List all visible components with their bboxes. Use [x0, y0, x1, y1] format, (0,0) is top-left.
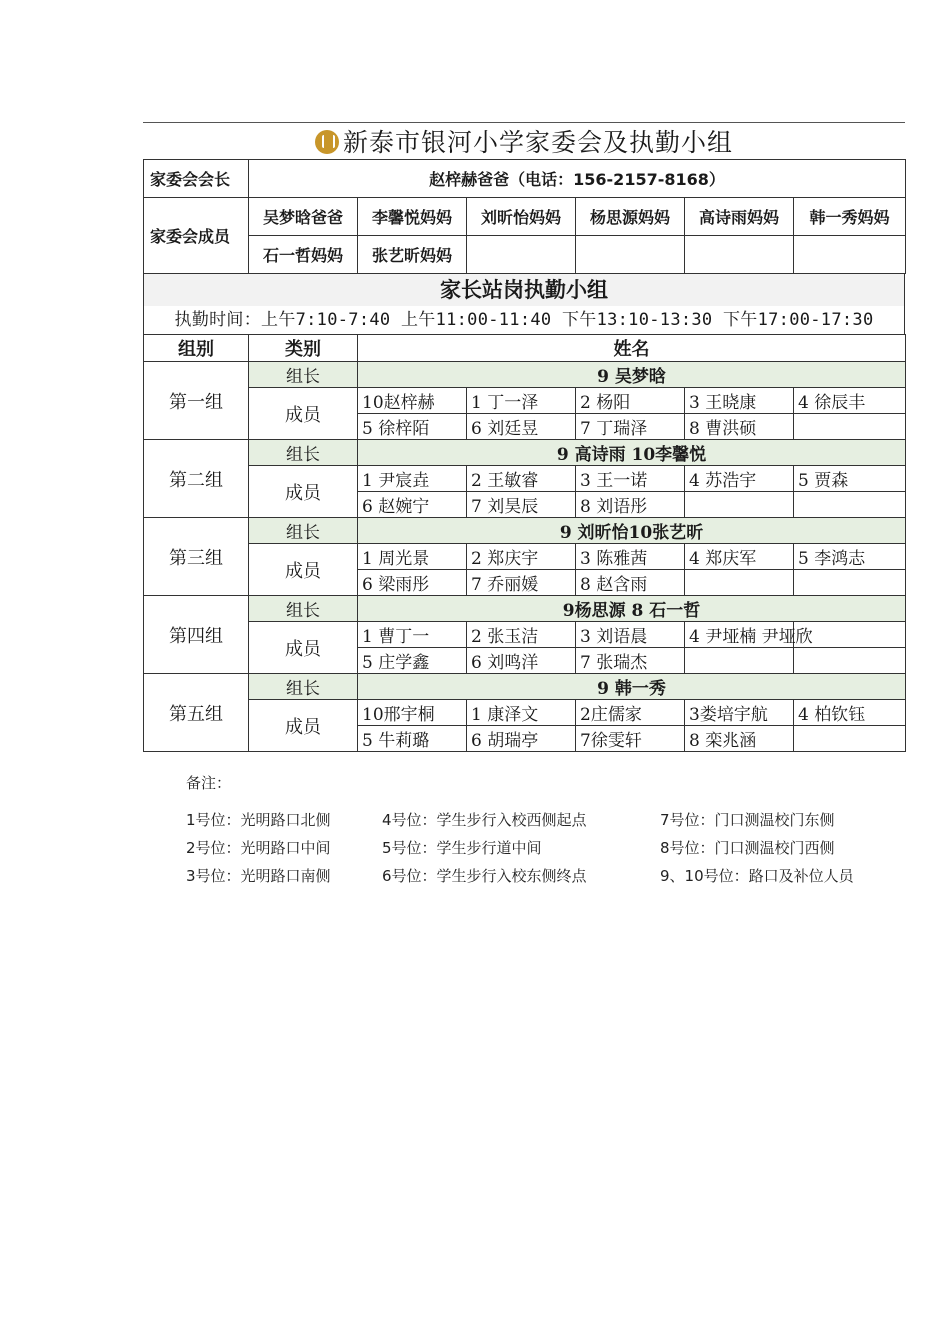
leader-label: 组长 [249, 518, 358, 544]
group-member [794, 492, 906, 518]
note-item: 5号位：学生步行道中间 [382, 839, 542, 857]
notes [186, 772, 880, 886]
note-item: 8号位：门口测温校门西侧 [660, 839, 835, 857]
note-item: 3号位：光明路口南侧 [186, 867, 331, 885]
group-member: 8 曹洪硕 [685, 414, 794, 440]
committee-member: 刘昕怡妈妈 [467, 198, 576, 236]
group-member: 8 赵含雨 [576, 570, 685, 596]
members-label: 家委会成员 [144, 198, 249, 274]
group-member: 5 庄学鑫 [358, 648, 467, 674]
committee-member: 高诗雨妈妈 [685, 198, 794, 236]
group-member: 6 刘廷昱 [467, 414, 576, 440]
group-name: 第五组 [144, 674, 249, 752]
note-item: 1号位：光明路口北侧 [186, 811, 331, 829]
group-member: 3 刘语晨 [576, 622, 685, 648]
group-member: 7 刘昊辰 [467, 492, 576, 518]
member-label: 成员 [249, 544, 358, 596]
group-member: 2庄儒家 [576, 700, 685, 726]
member-label: 成员 [249, 466, 358, 518]
group-member: 1 丁一泽 [467, 388, 576, 414]
group-member: 1 周光景 [358, 544, 467, 570]
group-name: 第一组 [144, 362, 249, 440]
committee-member: 张艺昕妈妈 [358, 236, 467, 274]
group-name: 第三组 [144, 518, 249, 596]
group-member: 10赵梓赫 [358, 388, 467, 414]
group-member: 3娄培宇航 [685, 700, 794, 726]
group-leader: 9杨思源 8 石一哲 [358, 596, 906, 622]
group-leader: 9 韩一秀 [358, 674, 906, 700]
committee-member [794, 236, 906, 274]
president-value: 赵梓赫爸爸（电话：156-2157-8168） [249, 160, 906, 198]
leader-label: 组长 [249, 440, 358, 466]
note-item: 7号位：门口测温校门东侧 [660, 811, 835, 829]
committee-member [467, 236, 576, 274]
group-member: 8 刘语彤 [576, 492, 685, 518]
group-member: 5 贾森 [794, 466, 906, 492]
duty-time: 执勤时间：上午7:10-7:40 上午11:00-11:40 下午13:10-13:30 下午17:00-17:30 [143, 306, 905, 334]
leader-label: 组长 [249, 362, 358, 388]
group-member: 10邢宇桐 [358, 700, 467, 726]
group-member: 1 尹宸垚 [358, 466, 467, 492]
group-member: 2 郑庆宇 [467, 544, 576, 570]
leader-label: 组长 [249, 596, 358, 622]
duty-table [143, 334, 906, 752]
president-label: 家委会会长 [144, 160, 249, 198]
group-member: 4 尹垭楠 尹垭欣 [685, 622, 794, 648]
group-member: 7 张瑞杰 [576, 648, 685, 674]
header-group: 组别 [144, 335, 249, 362]
leader-label: 组长 [249, 674, 358, 700]
group-member [685, 492, 794, 518]
group-member: 5 牛莉璐 [358, 726, 467, 752]
note-item: 2号位：光明路口中间 [186, 839, 331, 857]
committee-table [143, 159, 906, 274]
committee-member [685, 236, 794, 274]
header-names: 姓名 [358, 335, 906, 362]
notes-grid [186, 809, 880, 886]
group-member [685, 648, 794, 674]
group-member: 4 柏钦钰 [794, 700, 906, 726]
roster-sheet [143, 122, 905, 752]
group-member: 6 梁雨彤 [358, 570, 467, 596]
committee-member: 韩一秀妈妈 [794, 198, 906, 236]
duty-section-title: 家长站岗执勤小组 [143, 274, 905, 306]
group-member: 6 刘鸣洋 [467, 648, 576, 674]
group-member: 3 陈雅茜 [576, 544, 685, 570]
note-item: 9、10号位：路口及补位人员 [660, 867, 854, 885]
group-member: 6 赵婉宁 [358, 492, 467, 518]
group-member [794, 414, 906, 440]
group-member [794, 726, 906, 752]
member-label: 成员 [249, 388, 358, 440]
group-member: 4 郑庆军 [685, 544, 794, 570]
group-member: 7 乔丽媛 [467, 570, 576, 596]
group-member: 3 王一诺 [576, 466, 685, 492]
groups-body [144, 362, 906, 752]
note-item: 4号位：学生步行入校西侧起点 [382, 811, 587, 829]
notes-title: 备注： [186, 774, 232, 792]
committee-member: 杨思源妈妈 [576, 198, 685, 236]
group-member: 4 苏浩宇 [685, 466, 794, 492]
note-item: 6号位：学生步行入校东侧终点 [382, 867, 587, 885]
group-member: 2 杨阳 [576, 388, 685, 414]
group-member: 5 徐梓陌 [358, 414, 467, 440]
group-leader: 9 高诗雨 10李馨悦 [358, 440, 906, 466]
group-member: 2 王敏睿 [467, 466, 576, 492]
document-title [143, 122, 905, 159]
title-text: 新泰市银河小学家委会及执勤小组 [342, 128, 733, 157]
group-member [794, 570, 906, 596]
group-member: 3 王晓康 [685, 388, 794, 414]
group-member: 5 李鸿志 [794, 544, 906, 570]
committee-member: 石一哲妈妈 [249, 236, 358, 274]
group-member [794, 648, 906, 674]
group-leader: 9 刘昕怡10张艺昕 [358, 518, 906, 544]
group-member: 1 康泽文 [467, 700, 576, 726]
header-category: 类别 [249, 335, 358, 362]
group-member: 1 曹丁一 [358, 622, 467, 648]
group-leader: 9 吴梦晗 [358, 362, 906, 388]
group-member: 6 胡瑞亭 [467, 726, 576, 752]
member-label: 成员 [249, 700, 358, 752]
committee-member: 李馨悦妈妈 [358, 198, 467, 236]
committee-member [576, 236, 685, 274]
school-logo-icon [315, 130, 339, 154]
member-label: 成员 [249, 622, 358, 674]
group-name: 第四组 [144, 596, 249, 674]
group-member: 2 张玉洁 [467, 622, 576, 648]
group-member: 4 徐辰丰 [794, 388, 906, 414]
group-member: 7徐雯轩 [576, 726, 685, 752]
group-member [685, 570, 794, 596]
group-member: 8 栾兆涵 [685, 726, 794, 752]
committee-member: 吴梦晗爸爸 [249, 198, 358, 236]
group-member: 7 丁瑞泽 [576, 414, 685, 440]
group-name: 第二组 [144, 440, 249, 518]
